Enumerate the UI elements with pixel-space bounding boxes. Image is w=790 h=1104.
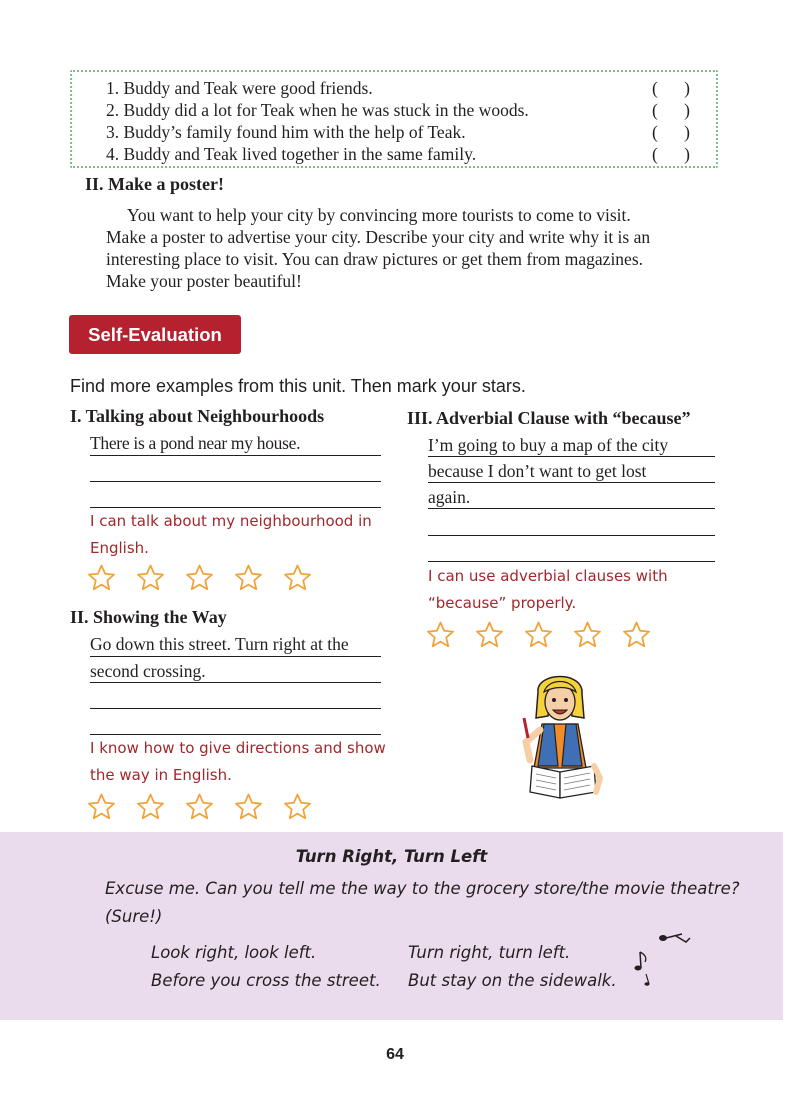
section-3-answer-line-2: because I don’t want to get lost (428, 461, 647, 481)
section-2-heading: II. Showing the Way (70, 607, 227, 627)
writing-line[interactable] (428, 482, 715, 483)
star-icon[interactable] (572, 620, 603, 650)
answer-blank-2[interactable]: ( ) (652, 100, 690, 120)
answer-blank-3[interactable]: ( ) (652, 122, 690, 142)
star-icon[interactable] (233, 792, 264, 822)
self-evaluation-instruction: Find more examples from this unit. Then mark your stars. (70, 376, 526, 396)
self-evaluation-badge: Self-Evaluation (69, 315, 241, 354)
song-right-2: But stay on the sidewalk. (408, 971, 617, 990)
writing-line[interactable] (428, 456, 715, 457)
section-3-stars (425, 620, 652, 650)
star-icon[interactable] (425, 620, 456, 650)
song-box (0, 832, 783, 1020)
section-3-answer-line-3: again. (428, 487, 471, 507)
section-2-can-do: I know how to give directions and show the way in English. (90, 739, 386, 784)
star-icon[interactable] (135, 792, 166, 822)
song-right-1: Turn right, turn left. (408, 943, 571, 962)
writing-line[interactable] (428, 535, 715, 536)
section-3-heading: III. Adverbial Clause with “because” (407, 408, 691, 428)
poster-heading: II. Make a poster! (85, 174, 224, 194)
answer-blank-4[interactable]: ( ) (652, 144, 690, 164)
girl-reading-illustration (510, 668, 610, 808)
star-icon[interactable] (86, 792, 117, 822)
poster-instructions: You want to help your city by convincing more tourists to come to visit. Make a poster to advertise your city. Describe your city and write why it is an interesting place to visit. You can draw pictures or get them from magazines. Make your poster beautiful! (106, 205, 651, 291)
statement-2: 2. Buddy did a lot for Teak when he was stuck in the woods. ( ) (106, 100, 690, 120)
section-2-stars (86, 792, 313, 822)
writing-line[interactable] (90, 455, 381, 456)
section-2-answer-line-1: Go down this street. Turn right at the (90, 634, 349, 654)
star-icon[interactable] (184, 563, 215, 593)
section-3-can-do: I can use adverbial clauses with “because” properly. (428, 567, 668, 612)
star-icon[interactable] (523, 620, 554, 650)
section-3-answer-line-1: I’m going to buy a map of the city (428, 435, 669, 455)
song-line-2: (Sure!) (105, 907, 163, 926)
section-2-answer-line-2: second crossing. (90, 661, 206, 681)
star-icon[interactable] (135, 563, 166, 593)
writing-line[interactable] (90, 656, 381, 657)
section-1-can-do: I can talk about my neighbourhood in English. (90, 512, 372, 557)
music-notes-icon (628, 924, 698, 994)
statement-4: 4. Buddy and Teak lived together in the same family. ( ) (106, 144, 690, 164)
section-1-stars (86, 563, 313, 593)
answer-blank-1[interactable]: ( ) (652, 78, 690, 98)
star-icon[interactable] (233, 563, 264, 593)
statement-3: 3. Buddy’s family found him with the help of Teak. ( ) (106, 122, 690, 142)
star-icon[interactable] (282, 792, 313, 822)
star-icon[interactable] (282, 563, 313, 593)
song-left-1: Look right, look left. (151, 943, 317, 962)
song-left-2: Before you cross the street. (151, 971, 381, 990)
writing-line[interactable] (90, 682, 381, 683)
statement-1: 1. Buddy and Teak were good friends. ( ) (106, 78, 690, 98)
writing-line[interactable] (428, 508, 715, 509)
song-line-1: Excuse me. Can you tell me the way to the grocery store/the movie theatre? (105, 879, 740, 898)
writing-line[interactable] (90, 481, 381, 482)
section-1-heading: I. Talking about Neighbourhoods (70, 406, 325, 426)
true-false-box (70, 70, 718, 168)
song-title: Turn Right, Turn Left (295, 847, 488, 866)
star-icon[interactable] (86, 563, 117, 593)
star-icon[interactable] (184, 792, 215, 822)
writing-line[interactable] (90, 708, 381, 709)
writing-line[interactable] (428, 561, 715, 562)
star-icon[interactable] (474, 620, 505, 650)
star-icon[interactable] (621, 620, 652, 650)
page-number: 64 (386, 1046, 404, 1063)
section-1-answer: There is a pond near my house. (90, 433, 301, 453)
